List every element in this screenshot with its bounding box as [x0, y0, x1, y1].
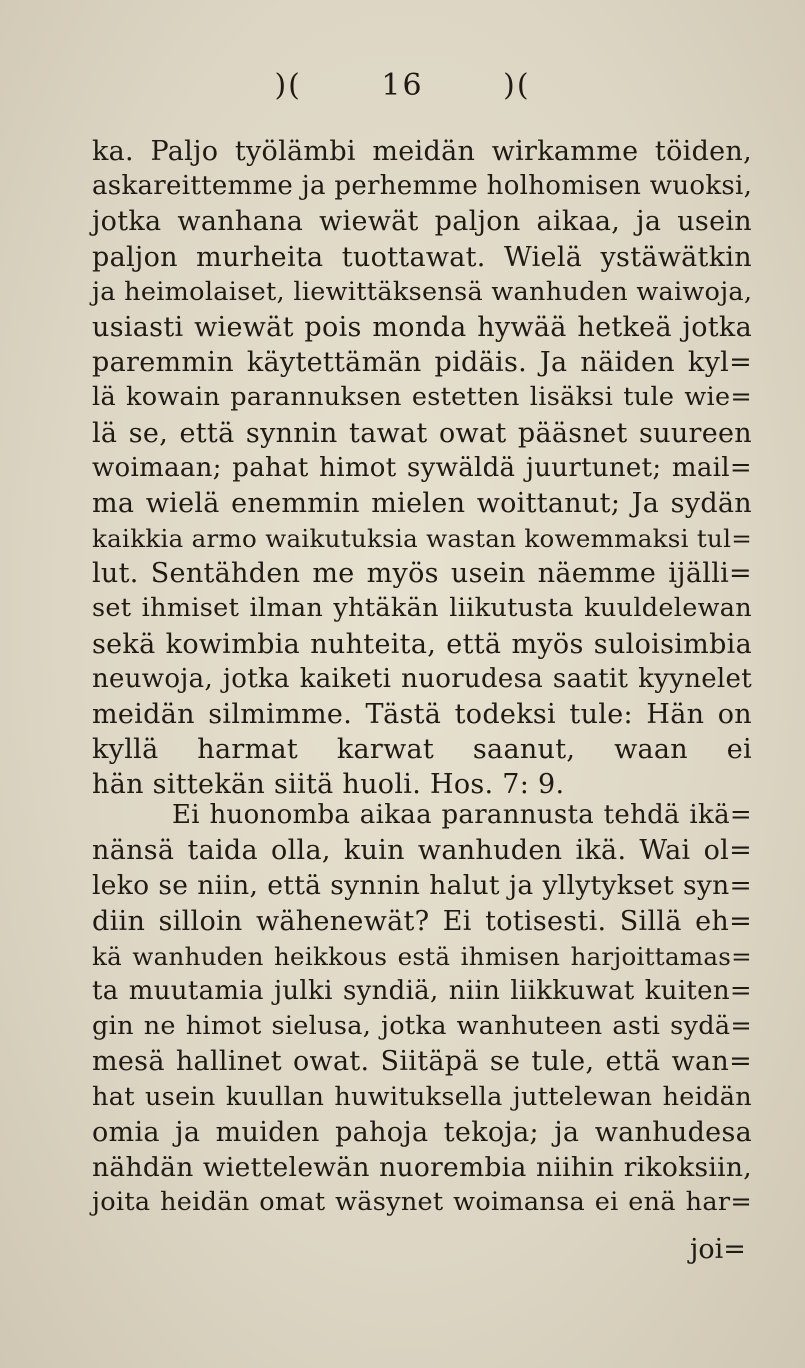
- text-line: gin ne himot sielusa, jotka wanhuteen asti sydä=: [92, 1011, 752, 1042]
- text-line: hat usein kuullan huwituksella juttelewan heidän: [92, 1081, 752, 1112]
- page-header: [0, 68, 805, 103]
- text-line: set ihmiset ilman yhtäkän liikutusta kuuldelewan: [92, 593, 752, 624]
- text-line: ka. Paljo työlämbi meidän wirkamme töiden,: [92, 136, 752, 167]
- text-line: ja heimolaiset, liewittäksensä wanhuden waiwoja,: [92, 276, 753, 307]
- header-right-mark: )(: [503, 68, 531, 103]
- text-line: nänsä taida olla, kuin wanhuden ikä. Wai ol=: [92, 835, 752, 867]
- page-number: 16: [381, 68, 424, 103]
- text-line: mesä hallinet owat. Siitäpä se tule, että wan=: [92, 1046, 752, 1078]
- text-line: sekä kowimbia nuhteita, että myös suloisimbia: [92, 628, 752, 660]
- text-line: neuwoja, jotka kaiketi nuorudesa saatit kyynelet: [92, 663, 752, 694]
- text-line: meidän silmimme. Tästä todeksi tule: Hän on: [92, 699, 752, 730]
- text-line: hän sittekän siitä huoli. Hos. 7: 9.: [92, 769, 565, 801]
- text-line: Ei huonomba aikaa parannusta tehdä ikä=: [172, 800, 752, 830]
- text-line: lä kowain parannuksen estetten lisäksi tule wie=: [92, 382, 752, 413]
- text-line: omia ja muiden pahoja tekoja; ja wanhudesa: [92, 1116, 752, 1148]
- text-line: lä se, että synnin tawat owat pääsnet suureen: [92, 417, 752, 449]
- text-line: ta muutamia julki syndiä, niin liikkuwat kuiten=: [92, 975, 752, 1006]
- text-line: kyllä harmat karwat saanut, waan ei: [92, 734, 752, 766]
- paragraph-1: [92, 134, 752, 803]
- text-line: askareittemme ja perhemme holhomisen wuoksi,: [92, 171, 753, 202]
- header-left-mark: )(: [274, 68, 302, 103]
- text-line: leko se niin, että synnin halut ja yllytykset syn=: [92, 870, 752, 902]
- text-line: diin silloin wähenewät? Ei totisesti. Sillä eh=: [92, 905, 752, 937]
- text-line: lut. Sentähden me myös usein näemme ijälli=: [92, 558, 752, 590]
- text-line: usiasti wiewät pois monda hywää hetkeä jotka: [92, 311, 752, 343]
- text-line: jotka wanhana wiewät paljon aikaa, ja usein: [92, 206, 752, 238]
- text-line: kä wanhuden heikkous estä ihmisen harjoittamas=: [92, 941, 752, 971]
- catchword: joi=: [690, 1234, 746, 1265]
- text-line: joita heidän omat wäsynet woimansa ei enä har=: [92, 1187, 752, 1218]
- text-line: paremmin käytettämän pidäis. Ja näiden kyl=: [92, 347, 752, 379]
- text-line: paljon murheita tuottawat. Wielä ystäwätkin: [92, 241, 752, 273]
- text-line: woimaan; pahat himot sywäldä juurtunet; mail=: [92, 452, 752, 483]
- text-line: kaikkia armo waikutuksia wastan kowemmaksi tul=: [92, 524, 753, 554]
- text-line: ma wielä enemmin mielen woittanut; Ja sydän: [92, 487, 752, 519]
- paragraph-2: [92, 798, 752, 1220]
- text-line: nähdän wiettelewän nuorembia niihin rikoksiin,: [92, 1151, 752, 1183]
